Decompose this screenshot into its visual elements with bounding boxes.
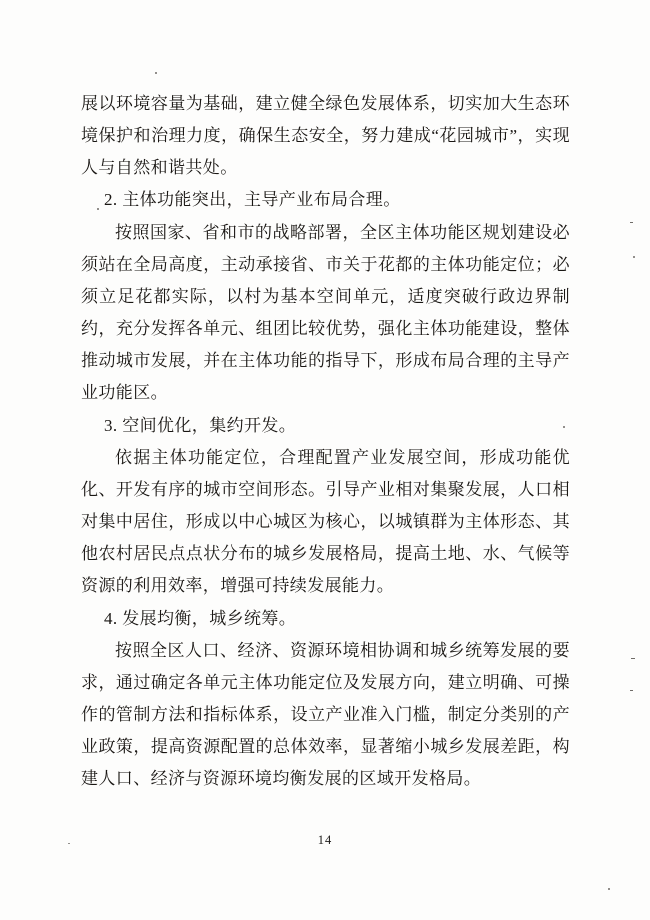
paragraph-main-function: 按照国家、省和市的战略部署，全区主体功能区规划建设必须站在全局高度，主动承接省、市关于花都的主体功能定位；必须立足花都实际，以村为基本空间单元，适度突破行政边界制约，充分发挥各单元、组团比较优势，强化主体功能建设，整体推动城市发展，并在主体功能的指导下，形成布局合理的主导产业功能区。 (81, 222, 570, 403)
section-heading-4: 4. 发展均衡，城乡统筹。 (104, 608, 297, 628)
scan-speck (155, 72, 157, 74)
scan-speck (608, 888, 610, 890)
scan-speck (630, 222, 633, 223)
scan-speck (633, 256, 635, 258)
paragraph-spatial-optimization: 依据主体功能定位，合理配置产业发展空间，形成功能优化、开发有序的城市空间形态。引导产业相对集聚发展，人口相对集中居住，形成以中心城区为核心，以城镇群为主体形态、其他农村居民点点状分布的城乡发展格局，提高土地、水、气候等资源的利用效率，增强可持续发展能力。 (81, 447, 570, 596)
scan-speck (563, 426, 565, 428)
scan-speck (97, 208, 99, 210)
section-heading-3: 3. 空间优化，集约开发。 (104, 415, 297, 435)
document-text-block (81, 88, 570, 795)
scan-speck (630, 690, 633, 691)
paragraph-balanced-development: 按照全区人口、经济、资源环境相协调和城乡统筹发展的要求，通过确定各单元主体功能定位及发展方向，建立明确、可操作的管制方法和指标体系，设立产业准入门槛，制定分类别的产业政策，提高资源配置的总体效率，显著缩小城乡发展差距，构建人口、经济与资源环境均衡发展的区域开发格局。 (81, 640, 570, 789)
paragraph-ecology-continuation: 展以环境容量为基础，建立健全绿色发展体系，切实加大生态环境保护和治理力度，确保生态安全，努力建成“花园城市”，实现人与自然和谐共处。 (81, 94, 570, 178)
section-heading-2: 2. 主体功能突出，主导产业布局合理。 (104, 190, 401, 210)
scan-speck (631, 658, 635, 659)
page-number: 14 (317, 833, 333, 847)
scan-speck (68, 843, 70, 844)
